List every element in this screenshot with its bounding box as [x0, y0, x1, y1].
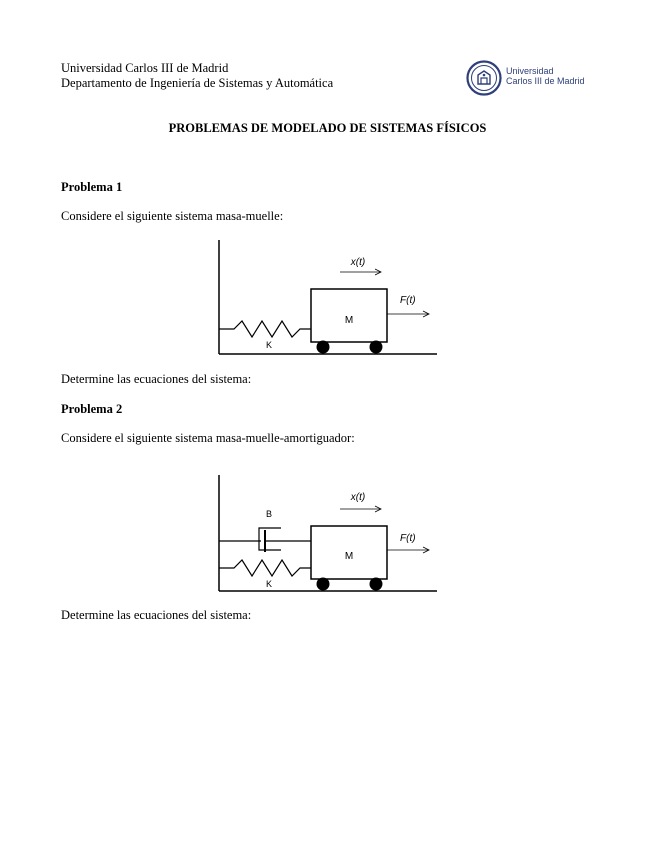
spring-label: K: [265, 579, 273, 589]
university-logo: [466, 59, 591, 97]
university-seal-icon: [466, 60, 502, 96]
left-wheel: [317, 341, 330, 354]
left-wheel: [317, 578, 330, 591]
department-name: Departamento de Ingeniería de Sistemas y Automática: [61, 76, 334, 90]
problem-1-intro: Considere el siguiente sistema masa-muelle:: [61, 209, 284, 223]
document-title: PROBLEMAS DE MODELADO DE SISTEMAS FÍSICOS: [168, 121, 487, 135]
mass-spring-diagram: [210, 236, 445, 360]
force-label: F(t): [400, 295, 416, 306]
right-wheel: [370, 578, 383, 591]
mass-label: M: [344, 551, 354, 562]
displacement-label: x(t): [350, 492, 366, 503]
problem-1-heading: Problema 1: [61, 180, 123, 194]
spring: [219, 321, 311, 337]
mass-spring-damper-diagram: [210, 471, 445, 597]
damper-label: B: [265, 509, 273, 519]
damper-cylinder: [259, 528, 281, 550]
right-wheel: [370, 341, 383, 354]
displacement-label: x(t): [350, 257, 366, 268]
force-label: F(t): [400, 533, 416, 544]
spring-label: K: [265, 340, 273, 350]
problem-2-task: Determine las ecuaciones del sistema:: [61, 608, 252, 622]
logo-line-2: Carlos III de Madrid: [506, 76, 585, 86]
problem-2-intro: Considere el siguiente sistema masa-muelle-amortiguador:: [61, 431, 355, 445]
university-name: Universidad Carlos III de Madrid: [61, 61, 229, 75]
spring: [219, 560, 311, 576]
problem-1-task: Determine las ecuaciones del sistema:: [61, 372, 252, 386]
logo-line-1: Universidad: [506, 66, 554, 76]
problem-2-heading: Problema 2: [61, 402, 123, 416]
mass-label: M: [344, 315, 354, 326]
